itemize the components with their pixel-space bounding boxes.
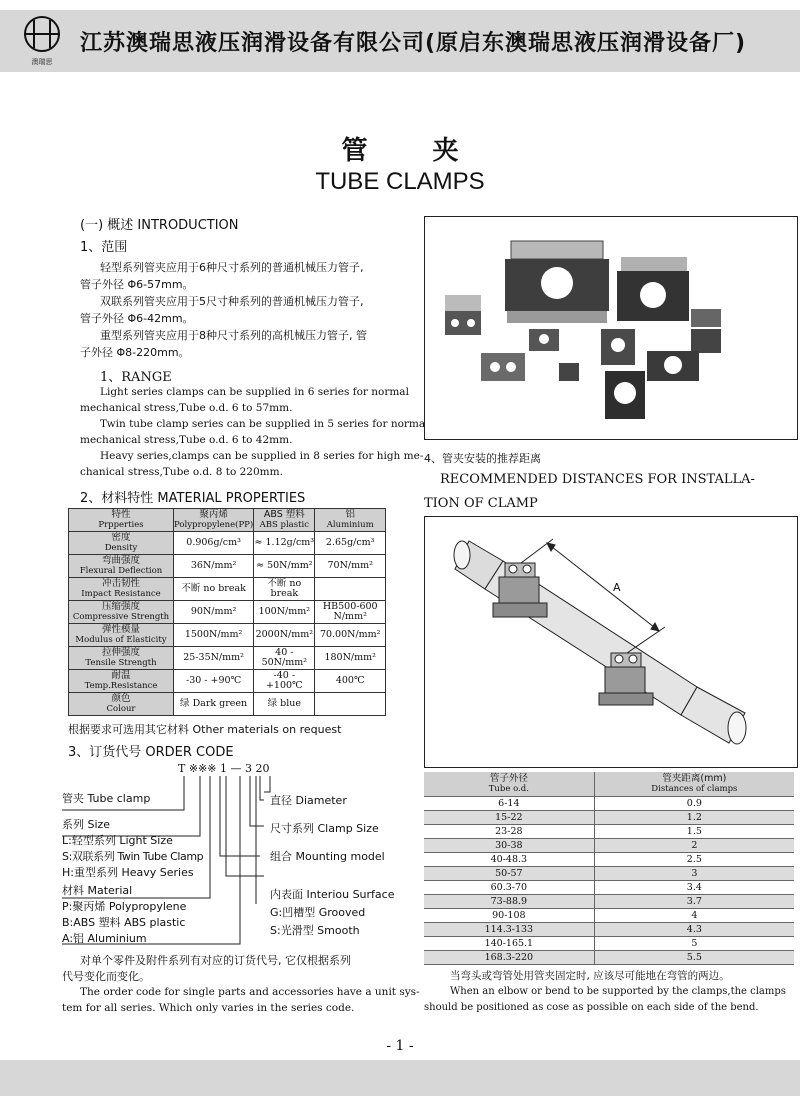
table-cell: 5.5 — [594, 951, 794, 965]
order-label: 尺寸系列 Clamp Size — [270, 822, 379, 835]
table-cell: 5 — [594, 937, 794, 951]
clamps-photo — [424, 216, 798, 440]
table-cell: 0.906g/cm³ — [174, 532, 254, 555]
large-clamp — [505, 241, 609, 323]
table-header-cell: 管子外径 Tube o.d. — [424, 772, 594, 797]
materials-heading: 2、材料特性 MATERIAL PROPERTIES — [80, 491, 306, 506]
table-header-row — [69, 509, 386, 532]
order-label: 内表面 Interiou Surface — [270, 888, 395, 901]
order-label: A:铝 Aluminium — [62, 932, 147, 945]
table-cell: 36N/mm² — [174, 555, 254, 578]
table-row — [424, 895, 794, 909]
table-row — [424, 797, 794, 811]
table-cell: 1.5 — [594, 825, 794, 839]
order-label: 组合 Mounting model — [270, 850, 385, 863]
install-heading-en: RECOMMENDED DISTANCES FOR INSTALLA- — [440, 472, 755, 487]
order-label: S:双联系列 Twin Tube Clamp — [62, 850, 204, 863]
table-cell: 140-165.1 — [424, 937, 594, 951]
svg-text:澳瑞思: 澳瑞思 — [31, 58, 53, 66]
install-heading-en: TION OF CLAMP — [424, 496, 538, 511]
install-note-en: should be positioned as cose as possible on each side of the bend. — [424, 1002, 759, 1013]
install-note-cn: 当弯头或弯管处用管夹固定时, 应该尽可能地在弯管的两边。 — [450, 970, 730, 982]
medium-clamp — [617, 257, 689, 321]
table-cell: ≈ 1.12g/cm³ — [254, 532, 315, 555]
footer-band — [0, 1060, 800, 1096]
table-cell: 0.9 — [594, 797, 794, 811]
table-cell: 100N/mm² — [254, 601, 315, 624]
table-cell: -30 - +90℃ — [174, 670, 254, 693]
order-label: 系列 Size — [62, 818, 111, 831]
table-header-cell: 管夹距离(mm) Distances of clamps — [594, 772, 794, 797]
table-cell: 60.3-70 — [424, 881, 594, 895]
distances-table — [424, 772, 794, 965]
table-row — [424, 923, 794, 937]
company-name: 江苏澳瑞思液压润滑设备有限公司(原启东澳瑞思液压润滑设备厂) — [80, 31, 747, 56]
table-cell: 不断 no break — [254, 578, 315, 601]
range-heading-en: 1、RANGE — [100, 370, 172, 385]
table-cell: 400℃ — [315, 670, 386, 693]
range-cn-line: 重型系列管夹应用于8种尺寸系列的高机械压力管子, 管 — [100, 329, 367, 342]
table-row — [69, 532, 386, 555]
table-cell: 2.5 — [594, 853, 794, 867]
order-code: T ※※※ 1 — 3 20 — [178, 762, 270, 775]
table-cell: 4 — [594, 909, 794, 923]
table-cell: 3.7 — [594, 895, 794, 909]
materials-note: 根据要求可选用其它材料 Other materials on request — [68, 723, 342, 736]
range-cn-line: 管子外径 Φ6-42mm。 — [80, 312, 194, 325]
table-row — [424, 881, 794, 895]
range-en-line: Heavy series,clamps can be supplied in 8 series for high me- — [100, 450, 424, 462]
table-row — [424, 853, 794, 867]
table-cell: HB500-600 N/mm² — [315, 601, 386, 624]
order-label: P:聚丙烯 Polypropylene — [62, 900, 187, 913]
row-label: 耐温 Temp.Resistance — [69, 670, 174, 693]
range-cn-line: 双联系列管夹应用于5尺寸种系列的普通机械压力管子, — [100, 295, 364, 308]
table-row — [69, 647, 386, 670]
table-cell: 70.00N/mm² — [315, 624, 386, 647]
page-title-en: TUBE CLAMPS — [315, 168, 485, 195]
range-cn-line: 轻型系列管夹应用于6种尺寸系列的普通机械压力管子, — [100, 261, 364, 274]
order-label: 材料 Material — [62, 884, 133, 897]
order-note-en: tem for all series. Which only varies in the series code. — [62, 1002, 355, 1014]
table-cell: 6-14 — [424, 797, 594, 811]
order-label: B:ABS 塑料 ABS plastic — [62, 916, 186, 929]
table-cell — [315, 578, 386, 601]
order-label: L:轻型系列 Light Size — [62, 834, 173, 847]
order-label: H:重型系列 Heavy Series — [62, 866, 194, 879]
table-cell: 绿 blue — [254, 693, 315, 716]
table-cell — [315, 693, 386, 716]
table-header-row — [424, 772, 794, 797]
table-row — [424, 937, 794, 951]
table-cell: 3 — [594, 867, 794, 881]
order-label: 直径 Diameter — [270, 794, 347, 807]
table-row — [69, 555, 386, 578]
order-heading: 3、订货代号 ORDER CODE — [68, 745, 234, 760]
range-en-line: Light series clamps can be supplied in 6 series for normal — [100, 386, 409, 398]
table-cell: 50-57 — [424, 867, 594, 881]
row-label: 冲击韧性 Impact Resistance — [69, 578, 174, 601]
row-label: 密度 Density — [69, 532, 174, 555]
page-title-cn: 管 夹 — [341, 136, 487, 166]
row-label: 压缩强度 Compressive Strength — [69, 601, 174, 624]
order-label: 管夹 Tube clamp — [62, 792, 151, 805]
table-cell: 1.2 — [594, 811, 794, 825]
order-note-en: The order code for single parts and accessories have a unit sys- — [80, 986, 420, 998]
table-cell: 15-22 — [424, 811, 594, 825]
table-cell: 不断 no break — [174, 578, 254, 601]
row-label: 弹性模量 Modulus of Elasticity — [69, 624, 174, 647]
material-properties-table — [68, 508, 386, 716]
range-en-line: mechanical stress,Tube o.d. 6 to 57mm. — [80, 402, 293, 414]
table-row — [424, 811, 794, 825]
table-row — [424, 867, 794, 881]
table-cell: 114.3-133 — [424, 923, 594, 937]
range-heading-cn: 1、范围 — [80, 240, 128, 255]
table-row — [424, 839, 794, 853]
table-row — [424, 825, 794, 839]
table-row — [69, 693, 386, 716]
table-row — [69, 601, 386, 624]
table-row — [424, 909, 794, 923]
install-heading-cn: 4、管夹安装的推荐距离 — [424, 452, 541, 465]
install-note-en: When an elbow or bend to be supported by the clamps,the clamps — [450, 986, 786, 997]
table-cell: 绿 Dark green — [174, 693, 254, 716]
row-label: 颜色 Colour — [69, 693, 174, 716]
table-cell: 3.4 — [594, 881, 794, 895]
table-cell: 4.3 — [594, 923, 794, 937]
dimension-label: A — [613, 581, 621, 594]
range-cn-line: 管子外径 Φ6-57mm。 — [80, 278, 194, 291]
table-header-cell: 铝 Aluminium — [315, 509, 386, 532]
table-cell: 90N/mm² — [174, 601, 254, 624]
order-note-cn: 代号变化而变化。 — [62, 970, 150, 983]
table-row — [69, 670, 386, 693]
order-label: S:光滑型 Smooth — [270, 924, 360, 937]
table-cell: 2000N/mm² — [254, 624, 315, 647]
range-en-line: chanical stress,Tube o.d. 8 to 220mm. — [80, 466, 283, 478]
table-cell: 70N/mm² — [315, 555, 386, 578]
range-cn-line: 子外径 Φ8-220mm。 — [80, 346, 190, 359]
order-note-cn: 对单个零件及附件系列有对应的订货代号, 它仅根据系列 — [80, 954, 351, 967]
order-label: G:凹槽型 Grooved — [270, 906, 366, 919]
intro-heading: (一) 概述 INTRODUCTION — [80, 218, 239, 233]
table-cell: 1500N/mm² — [174, 624, 254, 647]
table-cell: 2.65g/cm³ — [315, 532, 386, 555]
table-cell: 30-38 — [424, 839, 594, 853]
range-en-line: Twin tube clamp series can be supplied in 5 series for normal — [100, 418, 429, 430]
table-row — [69, 578, 386, 601]
table-cell: 23-28 — [424, 825, 594, 839]
table-cell: 180N/mm² — [315, 647, 386, 670]
table-cell: 40-48.3 — [424, 853, 594, 867]
table-row — [424, 951, 794, 965]
installation-diagram — [424, 516, 798, 768]
table-cell: 90-108 — [424, 909, 594, 923]
row-label: 拉伸强度 Tensile Strength — [69, 647, 174, 670]
table-cell: -40 - +100℃ — [254, 670, 315, 693]
row-label: 弯曲强度 Flexural Deflection — [69, 555, 174, 578]
table-header-cell: ABS 塑料 ABS plastic — [254, 509, 315, 532]
page-number: - 1 - — [386, 1038, 414, 1054]
table-cell: 73-88.9 — [424, 895, 594, 909]
table-cell: 2 — [594, 839, 794, 853]
table-cell: ≈ 50N/mm² — [254, 555, 315, 578]
table-cell: 168.3-220 — [424, 951, 594, 965]
range-en-line: mechanical stress,Tube o.d. 6 to 42mm. — [80, 434, 293, 446]
table-row — [69, 624, 386, 647]
table-cell: 40 - 50N/mm² — [254, 647, 315, 670]
table-header-cell: 聚丙烯 Polypropylene(PP) — [174, 509, 254, 530]
table-header-cell: 特性 Prpperties — [69, 509, 174, 532]
company-logo — [20, 14, 64, 70]
table-cell: 25-35N/mm² — [174, 647, 254, 670]
